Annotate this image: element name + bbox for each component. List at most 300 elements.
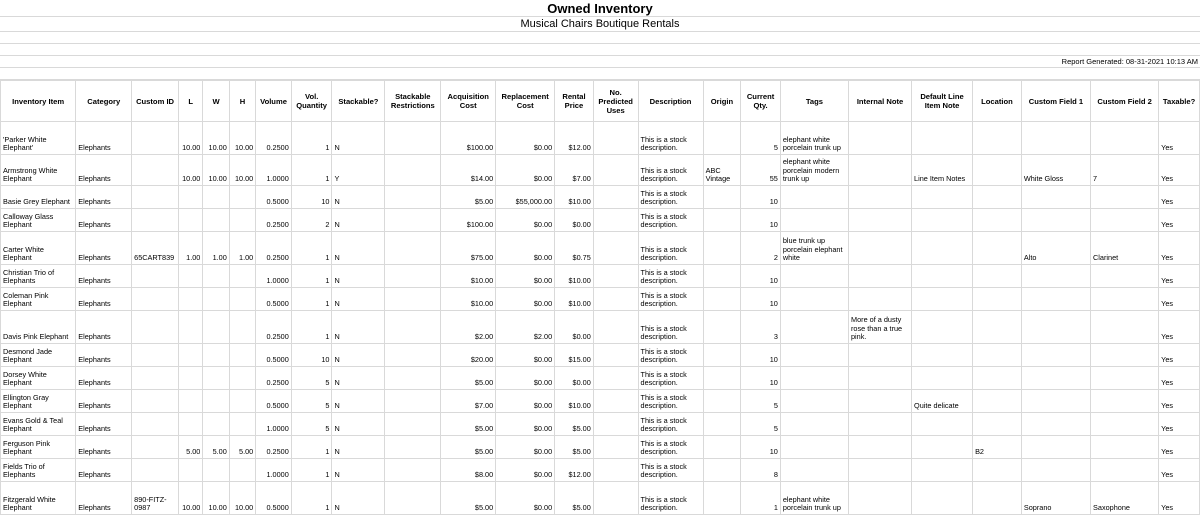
table-cell: 5 [291, 413, 332, 436]
table-cell: $12.00 [555, 459, 594, 482]
table-cell: $5.00 [441, 367, 496, 390]
table-cell: 10.00 [178, 122, 202, 155]
table-cell: $0.00 [496, 367, 555, 390]
table-cell [912, 436, 973, 459]
table-cell [593, 122, 638, 155]
table-cell: $55,000.00 [496, 186, 555, 209]
table-cell: N [332, 122, 385, 155]
table-cell: 1 [291, 459, 332, 482]
table-cell [973, 367, 1022, 390]
table-cell [593, 436, 638, 459]
table-cell: 1.0000 [256, 459, 292, 482]
table-cell [229, 367, 255, 390]
table-cell: Clarinet [1091, 232, 1159, 265]
table-cell [385, 413, 441, 436]
table-cell [912, 482, 973, 515]
table-cell [973, 288, 1022, 311]
table-row [1, 265, 1200, 288]
table-cell [1021, 459, 1090, 482]
table-cell: 65CART839 [132, 232, 179, 265]
table-cell [780, 311, 848, 344]
table-row [1, 482, 1200, 515]
table-cell: 55 [741, 155, 781, 186]
table-cell [1021, 209, 1090, 232]
table-cell [593, 232, 638, 265]
column-header: Vol. Quantity [291, 81, 332, 122]
table-cell [385, 311, 441, 344]
table-cell [132, 344, 179, 367]
table-cell [703, 344, 741, 367]
table-cell: 1 [291, 232, 332, 265]
table-cell: $0.00 [496, 413, 555, 436]
table-cell [849, 482, 912, 515]
table-cell: $12.00 [555, 122, 594, 155]
table-cell [849, 265, 912, 288]
table-cell [178, 311, 202, 344]
table-cell: 10.00 [203, 482, 229, 515]
table-cell: N [332, 344, 385, 367]
column-header: Inventory Item [1, 81, 76, 122]
table-row [1, 367, 1200, 390]
table-cell: This is a stock description. [638, 482, 703, 515]
table-cell: Y [332, 155, 385, 186]
table-cell: This is a stock description. [638, 288, 703, 311]
table-cell: $10.00 [555, 186, 594, 209]
table-cell: 10 [741, 186, 781, 209]
table-cell: Yes [1159, 436, 1200, 459]
table-cell [178, 265, 202, 288]
table-cell: Line Item Notes [912, 155, 973, 186]
table-cell: Elephants [76, 311, 132, 344]
column-header: Current Qty. [741, 81, 781, 122]
table-cell: 1.00 [203, 232, 229, 265]
table-cell [593, 311, 638, 344]
table-cell [203, 265, 229, 288]
table-cell [1091, 390, 1159, 413]
table-cell: 0.2500 [256, 436, 292, 459]
table-cell [912, 265, 973, 288]
table-cell: Calloway Glass Elephant [1, 209, 76, 232]
table-cell [203, 459, 229, 482]
table-cell [1091, 186, 1159, 209]
table-cell [132, 311, 179, 344]
table-cell: Dorsey White Elephant [1, 367, 76, 390]
table-cell: This is a stock description. [638, 186, 703, 209]
table-cell [203, 344, 229, 367]
table-cell [593, 367, 638, 390]
table-cell: Ellington Gray Elephant [1, 390, 76, 413]
table-cell: $10.00 [555, 390, 594, 413]
table-cell: This is a stock description. [638, 413, 703, 436]
table-cell: $5.00 [555, 482, 594, 515]
column-header: Custom Field 2 [1091, 81, 1159, 122]
table-cell: 'Parker White Elephant' [1, 122, 76, 155]
table-cell: This is a stock description. [638, 209, 703, 232]
table-cell: 5.00 [229, 436, 255, 459]
table-cell [849, 344, 912, 367]
table-cell [849, 367, 912, 390]
table-cell: $5.00 [441, 436, 496, 459]
table-cell [593, 390, 638, 413]
table-cell [1021, 122, 1090, 155]
table-cell: Elephants [76, 265, 132, 288]
table-cell [385, 232, 441, 265]
table-cell [1021, 436, 1090, 459]
table-cell: elephant white porcelain trunk up [780, 122, 848, 155]
table-cell [912, 367, 973, 390]
column-header: Internal Note [849, 81, 912, 122]
table-cell: Yes [1159, 155, 1200, 186]
table-cell [703, 413, 741, 436]
table-cell [849, 288, 912, 311]
table-cell [132, 436, 179, 459]
table-cell [849, 436, 912, 459]
table-cell: $7.00 [555, 155, 594, 186]
table-cell: This is a stock description. [638, 122, 703, 155]
table-cell: 1.00 [229, 232, 255, 265]
table-cell [780, 344, 848, 367]
table-cell [1091, 367, 1159, 390]
table-cell: $20.00 [441, 344, 496, 367]
table-cell [849, 232, 912, 265]
table-cell [973, 232, 1022, 265]
table-cell [203, 209, 229, 232]
table-cell [1021, 311, 1090, 344]
table-cell [178, 186, 202, 209]
table-cell [132, 265, 179, 288]
table-cell: 1 [291, 122, 332, 155]
table-cell: 10 [741, 344, 781, 367]
table-row [1, 155, 1200, 186]
table-cell [973, 390, 1022, 413]
table-cell [132, 367, 179, 390]
table-cell: Yes [1159, 232, 1200, 265]
table-cell: Yes [1159, 367, 1200, 390]
table-cell [1091, 436, 1159, 459]
table-cell: Yes [1159, 209, 1200, 232]
table-cell [229, 265, 255, 288]
table-cell [178, 367, 202, 390]
table-cell: Fitzgerald White Elephant [1, 482, 76, 515]
table-cell: 2 [291, 209, 332, 232]
spacer-row [0, 32, 1200, 44]
table-cell [132, 413, 179, 436]
table-cell: 1.0000 [256, 155, 292, 186]
table-cell: 1 [291, 311, 332, 344]
table-cell: $100.00 [441, 122, 496, 155]
table-cell: Saxophone [1091, 482, 1159, 515]
table-cell: $0.00 [496, 288, 555, 311]
table-cell: elephant white porcelain trunk up [780, 482, 848, 515]
table-cell: 1.0000 [256, 265, 292, 288]
table-cell [703, 459, 741, 482]
table-cell: Davis Pink Elephant [1, 311, 76, 344]
table-cell [1021, 367, 1090, 390]
table-cell: $10.00 [441, 265, 496, 288]
column-header: Acquisition Cost [441, 81, 496, 122]
table-cell: $14.00 [441, 155, 496, 186]
table-row [1, 436, 1200, 459]
table-cell [132, 155, 179, 186]
table-row [1, 413, 1200, 436]
table-cell [385, 288, 441, 311]
report-subtitle: Musical Chairs Boutique Rentals [0, 17, 1200, 32]
table-cell: ABC Vintage [703, 155, 741, 186]
table-cell [203, 311, 229, 344]
column-header: Stackable? [332, 81, 385, 122]
table-cell: 5 [741, 390, 781, 413]
table-cell [703, 311, 741, 344]
table-cell: $5.00 [555, 413, 594, 436]
table-row [1, 311, 1200, 344]
table-cell [229, 288, 255, 311]
table-cell [229, 344, 255, 367]
column-header: Volume [256, 81, 292, 122]
table-cell [229, 390, 255, 413]
table-cell [385, 155, 441, 186]
table-cell [203, 186, 229, 209]
table-cell: 1.00 [178, 232, 202, 265]
table-cell [973, 209, 1022, 232]
table-cell [1091, 288, 1159, 311]
table-cell [849, 122, 912, 155]
table-cell: 0.5000 [256, 186, 292, 209]
table-cell: 3 [741, 311, 781, 344]
table-cell: Elephants [76, 390, 132, 413]
table-cell: 0.2500 [256, 367, 292, 390]
table-cell: Elephants [76, 232, 132, 265]
table-cell [973, 413, 1022, 436]
table-cell [849, 209, 912, 232]
table-cell [178, 288, 202, 311]
table-cell: $0.00 [496, 155, 555, 186]
table-cell: Soprano [1021, 482, 1090, 515]
table-cell: Basie Grey Elephant [1, 186, 76, 209]
table-cell [912, 413, 973, 436]
table-cell: Armstrong White Elephant [1, 155, 76, 186]
table-cell: N [332, 209, 385, 232]
spacer-row [0, 44, 1200, 56]
table-cell: $7.00 [441, 390, 496, 413]
table-cell: 10.00 [229, 122, 255, 155]
table-cell: 0.5000 [256, 288, 292, 311]
table-cell: This is a stock description. [638, 155, 703, 186]
table-cell [178, 459, 202, 482]
column-header: Taxable? [1159, 81, 1200, 122]
table-cell [973, 482, 1022, 515]
table-cell: $0.00 [496, 459, 555, 482]
column-header: W [203, 81, 229, 122]
table-cell [1091, 209, 1159, 232]
table-cell: 0.2500 [256, 209, 292, 232]
table-cell: Fields Trio of Elephants [1, 459, 76, 482]
table-cell: $10.00 [555, 288, 594, 311]
table-cell: This is a stock description. [638, 390, 703, 413]
table-cell [1021, 288, 1090, 311]
table-cell: 1 [291, 265, 332, 288]
table-cell [385, 186, 441, 209]
table-cell: $75.00 [441, 232, 496, 265]
table-cell: Desmond Jade Elephant [1, 344, 76, 367]
table-cell: 0.5000 [256, 344, 292, 367]
table-cell: 1 [741, 482, 781, 515]
table-cell [912, 311, 973, 344]
table-cell: 10 [741, 209, 781, 232]
table-cell: This is a stock description. [638, 344, 703, 367]
table-cell [780, 436, 848, 459]
table-cell: 1 [291, 288, 332, 311]
column-header: Location [973, 81, 1022, 122]
table-cell: $0.00 [496, 344, 555, 367]
table-row [1, 209, 1200, 232]
table-cell: Yes [1159, 413, 1200, 436]
table-cell [973, 459, 1022, 482]
table-cell: 7 [1091, 155, 1159, 186]
table-cell: Elephants [76, 186, 132, 209]
table-cell [912, 122, 973, 155]
table-cell [1021, 344, 1090, 367]
column-header: H [229, 81, 255, 122]
table-cell [973, 186, 1022, 209]
table-cell [1021, 413, 1090, 436]
table-cell [132, 186, 179, 209]
table-cell: 10.00 [178, 482, 202, 515]
table-cell [593, 413, 638, 436]
table-cell: 10 [741, 367, 781, 390]
table-cell [1091, 122, 1159, 155]
table-cell [385, 436, 441, 459]
table-cell [849, 390, 912, 413]
table-cell: Evans Gold & Teal Elephant [1, 413, 76, 436]
table-cell [1021, 390, 1090, 413]
table-cell: Yes [1159, 265, 1200, 288]
table-cell: 2 [741, 232, 781, 265]
table-cell [385, 344, 441, 367]
table-cell [229, 413, 255, 436]
table-cell [132, 459, 179, 482]
table-cell [973, 344, 1022, 367]
table-cell: $2.00 [441, 311, 496, 344]
table-cell: 10.00 [178, 155, 202, 186]
table-cell: $0.00 [555, 367, 594, 390]
table-cell: This is a stock description. [638, 311, 703, 344]
table-cell: 5.00 [178, 436, 202, 459]
table-cell: 1 [291, 155, 332, 186]
table-cell: Elephants [76, 459, 132, 482]
table-cell: $5.00 [441, 413, 496, 436]
table-cell: Coleman Pink Elephant [1, 288, 76, 311]
table-cell: Elephants [76, 413, 132, 436]
table-cell [780, 209, 848, 232]
table-cell: $0.00 [496, 265, 555, 288]
table-cell [593, 209, 638, 232]
table-cell: Yes [1159, 122, 1200, 155]
table-cell [385, 265, 441, 288]
table-cell [912, 232, 973, 265]
table-cell [912, 186, 973, 209]
table-cell: 5.00 [203, 436, 229, 459]
table-cell [178, 413, 202, 436]
table-cell [132, 288, 179, 311]
table-cell [849, 186, 912, 209]
table-cell [973, 311, 1022, 344]
table-cell: $100.00 [441, 209, 496, 232]
table-cell: N [332, 288, 385, 311]
table-cell: Yes [1159, 186, 1200, 209]
table-cell: 10 [741, 288, 781, 311]
table-cell: $0.00 [496, 232, 555, 265]
table-cell [780, 265, 848, 288]
table-cell: Elephants [76, 155, 132, 186]
table-cell: 890-FITZ-0987 [132, 482, 179, 515]
table-cell [703, 186, 741, 209]
column-header: Rental Price [555, 81, 594, 122]
table-cell [385, 122, 441, 155]
table-cell [1021, 186, 1090, 209]
table-cell [703, 232, 741, 265]
table-row [1, 459, 1200, 482]
table-cell: N [332, 311, 385, 344]
table-cell: 10.00 [229, 155, 255, 186]
table-cell [1091, 344, 1159, 367]
table-cell [593, 155, 638, 186]
table-cell: More of a dusty rose than a true pink. [849, 311, 912, 344]
table-cell: This is a stock description. [638, 436, 703, 459]
table-cell: $2.00 [496, 311, 555, 344]
table-cell: Elephants [76, 122, 132, 155]
table-cell: Yes [1159, 459, 1200, 482]
table-cell [703, 122, 741, 155]
column-header: No. Predicted Uses [593, 81, 638, 122]
table-cell [780, 413, 848, 436]
table-cell [385, 209, 441, 232]
table-cell: 10 [741, 265, 781, 288]
table-cell: Elephants [76, 209, 132, 232]
table-cell: $0.00 [496, 209, 555, 232]
table-row [1, 390, 1200, 413]
inventory-table [0, 80, 1200, 515]
header-row [1, 81, 1200, 122]
table-cell: Yes [1159, 390, 1200, 413]
column-header: Description [638, 81, 703, 122]
table-cell [780, 367, 848, 390]
table-cell: 5 [291, 367, 332, 390]
table-cell: blue trunk up porcelain elephant white [780, 232, 848, 265]
table-cell: Quite delicate [912, 390, 973, 413]
table-cell: 0.2500 [256, 311, 292, 344]
table-cell: Elephants [76, 436, 132, 459]
table-cell: N [332, 367, 385, 390]
table-cell [229, 459, 255, 482]
table-cell: 5 [741, 122, 781, 155]
table-cell [849, 155, 912, 186]
table-cell [973, 122, 1022, 155]
table-cell: 1 [291, 482, 332, 515]
table-cell [912, 459, 973, 482]
table-cell [593, 186, 638, 209]
table-cell [912, 288, 973, 311]
table-cell: This is a stock description. [638, 232, 703, 265]
table-cell: Ferguson Pink Elephant [1, 436, 76, 459]
table-cell: N [332, 186, 385, 209]
table-cell: $0.00 [496, 482, 555, 515]
table-cell: 10.00 [229, 482, 255, 515]
table-cell [203, 390, 229, 413]
column-header: Custom ID [132, 81, 179, 122]
column-header: L [178, 81, 202, 122]
table-cell: $5.00 [555, 436, 594, 459]
table-cell: 5 [741, 413, 781, 436]
